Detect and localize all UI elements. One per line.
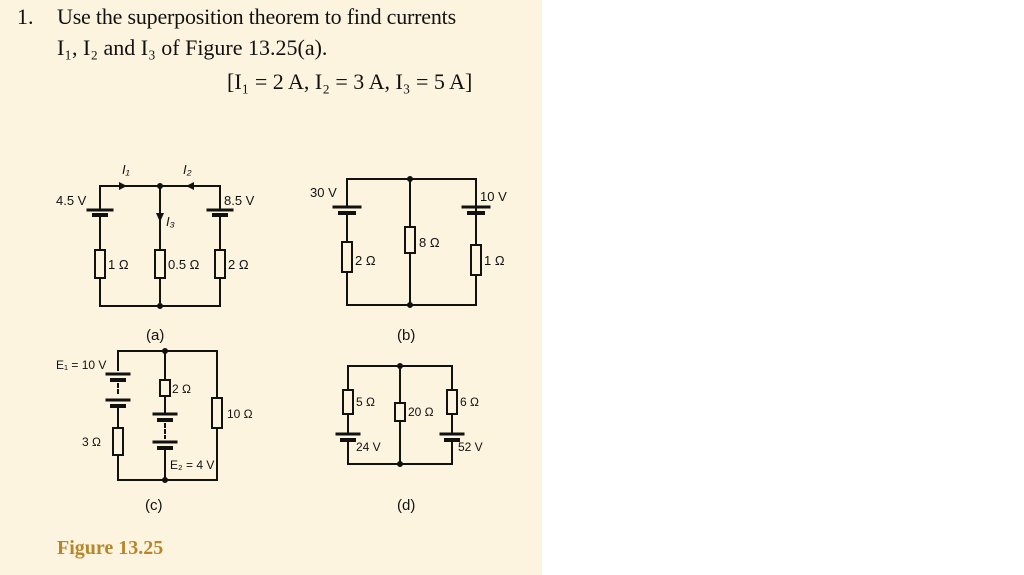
question-number: 1. — [17, 4, 34, 29]
label-a-v2: 8.5 V — [224, 193, 255, 208]
label-a-v1: 4.5 V — [56, 193, 87, 208]
label-d-r2: 20 Ω — [408, 405, 434, 419]
caption-c: (c) — [145, 497, 163, 514]
circuit-a — [88, 182, 232, 308]
label-c-e2: E₂ = 4 V — [170, 458, 215, 472]
label-c-e1: E₁ = 10 V — [56, 358, 107, 372]
label-d-r3: 6 Ω — [460, 395, 479, 409]
label-b-r2: 8 Ω — [419, 235, 440, 250]
figure-label: Figure 13.25 — [57, 537, 164, 559]
label-b-r1: 2 Ω — [355, 253, 376, 268]
label-b-v1: 30 V — [310, 185, 337, 200]
label-d-r1: 5 Ω — [356, 395, 375, 409]
label-a-r2: 0.5 Ω — [168, 257, 200, 272]
caption-d: (d) — [397, 497, 416, 514]
label-d-v2: 52 V — [458, 440, 483, 454]
caption-b: (b) — [397, 327, 416, 344]
label-a-r1: 1 Ω — [108, 257, 129, 272]
question-text-line1: Use the superposition theorem to find currents — [57, 4, 456, 29]
label-a-i1: I₁ — [122, 162, 130, 177]
caption-a: (a) — [146, 327, 165, 344]
label-a-i2: I₂ — [183, 162, 192, 177]
label-a-i3: I₃ — [166, 214, 175, 229]
label-c-r1: 3 Ω — [82, 435, 101, 449]
label-b-r3: 1 Ω — [484, 253, 505, 268]
label-d-v1: 24 V — [356, 440, 381, 454]
circuit-b — [334, 177, 489, 307]
answer-text: [I₁ = 2 A, I₂ = 3 A, I₃ = 5 A] — [227, 69, 473, 94]
label-c-r2: 2 Ω — [172, 382, 191, 396]
label-c-r3: 10 Ω — [227, 407, 253, 421]
question-text-line2: I₁, I₂ and I₃ of Figure 13.25(a). — [57, 35, 328, 60]
label-b-v2: 10 V — [480, 189, 507, 204]
label-a-r3: 2 Ω — [228, 257, 249, 272]
